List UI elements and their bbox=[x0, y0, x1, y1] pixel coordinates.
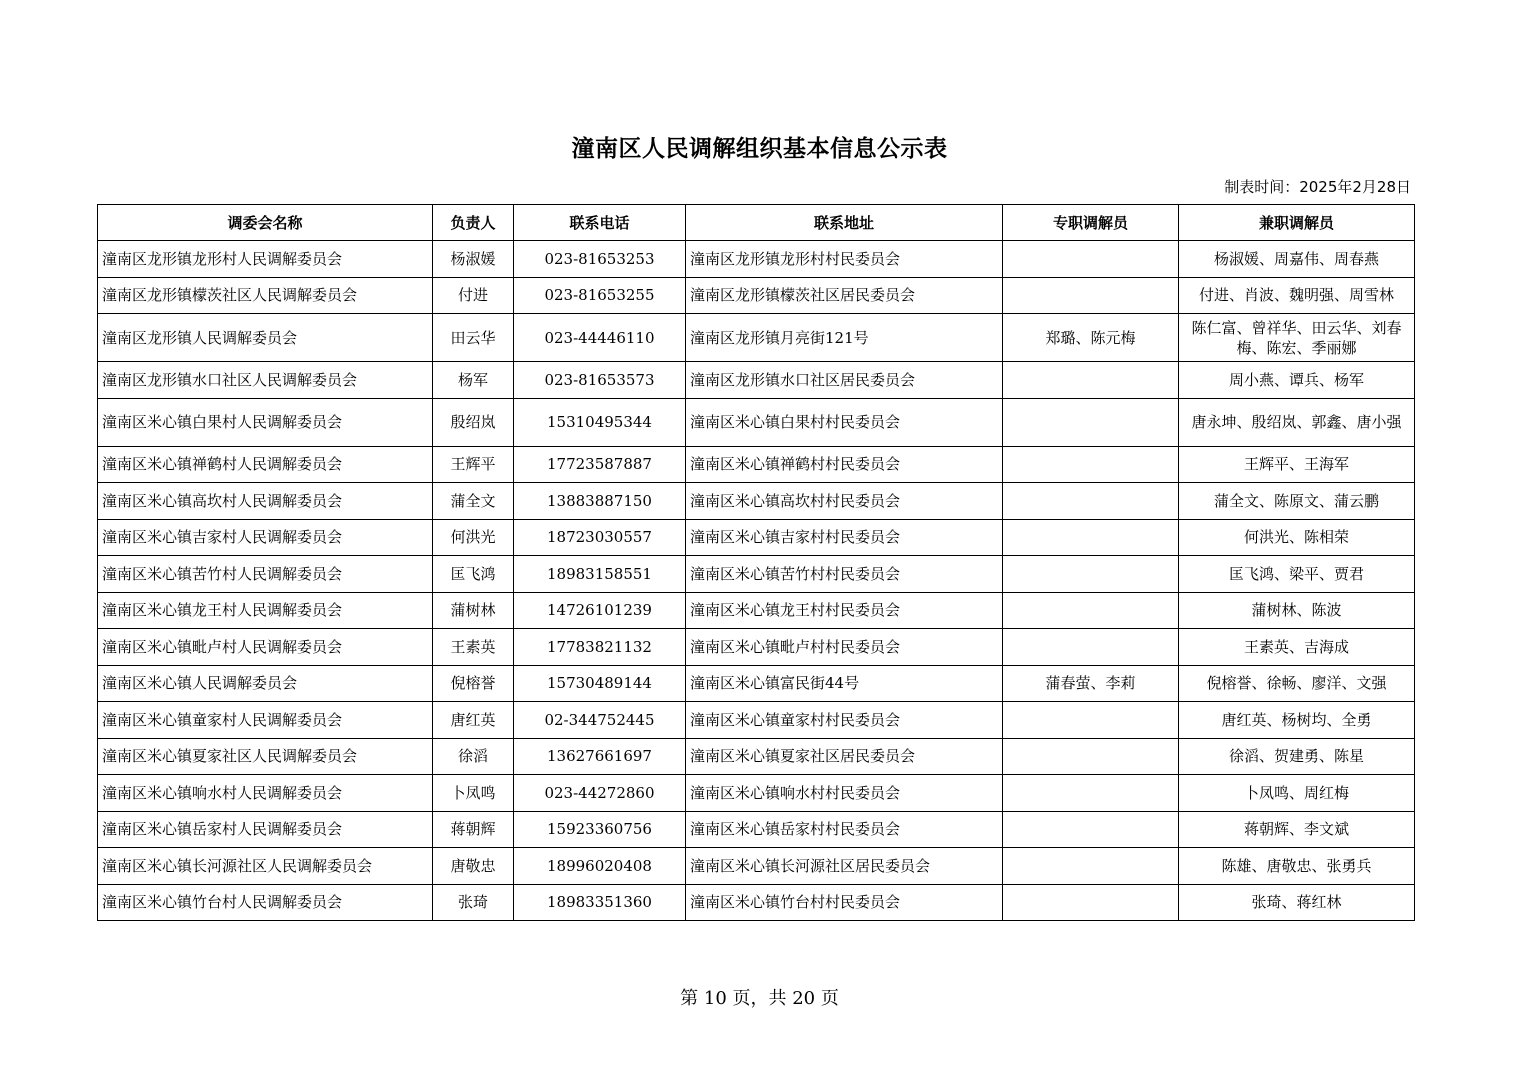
cell-leader: 殷绍岚 bbox=[433, 398, 514, 446]
cell-address: 潼南区米心镇白果村村民委员会 bbox=[686, 398, 1003, 446]
cell-leader: 杨军 bbox=[433, 362, 514, 399]
cell-phone: 15310495344 bbox=[514, 398, 686, 446]
cell-committee-name: 潼南区米心镇苦竹村人民调解委员会 bbox=[98, 556, 433, 593]
cell-address: 潼南区米心镇夏家社区居民委员会 bbox=[686, 738, 1003, 775]
cell-address: 潼南区米心镇富民街44号 bbox=[686, 665, 1003, 702]
cell-fulltime-mediators bbox=[1003, 362, 1179, 399]
cell-parttime-mediators: 蒲树林、陈波 bbox=[1179, 592, 1415, 629]
cell-committee-name: 潼南区米心镇响水村人民调解委员会 bbox=[98, 775, 433, 812]
cell-phone: 15923360756 bbox=[514, 811, 686, 848]
cell-fulltime-mediators bbox=[1003, 884, 1179, 921]
cell-parttime-mediators: 徐滔、贺建勇、陈星 bbox=[1179, 738, 1415, 775]
cell-phone: 15730489144 bbox=[514, 665, 686, 702]
table-row bbox=[98, 241, 1415, 278]
cell-phone: 18723030557 bbox=[514, 519, 686, 556]
cell-leader: 唐敬忠 bbox=[433, 848, 514, 885]
cell-fulltime-mediators bbox=[1003, 629, 1179, 666]
table-row bbox=[98, 277, 1415, 314]
cell-address: 潼南区龙形镇檬茨社区居民委员会 bbox=[686, 277, 1003, 314]
table-row bbox=[98, 775, 1415, 812]
cell-parttime-mediators: 卜凤鸣、周红梅 bbox=[1179, 775, 1415, 812]
cell-parttime-mediators: 何洪光、陈相荣 bbox=[1179, 519, 1415, 556]
cell-leader: 卜凤鸣 bbox=[433, 775, 514, 812]
cell-committee-name: 潼南区龙形镇人民调解委员会 bbox=[98, 314, 433, 362]
cell-committee-name: 潼南区米心镇吉家村人民调解委员会 bbox=[98, 519, 433, 556]
cell-parttime-mediators: 匡飞鸿、梁平、贾君 bbox=[1179, 556, 1415, 593]
cell-leader: 张琦 bbox=[433, 884, 514, 921]
cell-phone: 13627661697 bbox=[514, 738, 686, 775]
table-row bbox=[98, 362, 1415, 399]
cell-parttime-mediators: 蒋朝辉、李文斌 bbox=[1179, 811, 1415, 848]
cell-fulltime-mediators bbox=[1003, 811, 1179, 848]
cell-parttime-mediators: 周小燕、谭兵、杨军 bbox=[1179, 362, 1415, 399]
table-row bbox=[98, 884, 1415, 921]
column-header-address: 联系地址 bbox=[686, 205, 1003, 241]
table-row bbox=[98, 702, 1415, 739]
cell-committee-name: 潼南区米心镇人民调解委员会 bbox=[98, 665, 433, 702]
cell-committee-name: 潼南区米心镇毗卢村人民调解委员会 bbox=[98, 629, 433, 666]
table-row bbox=[98, 811, 1415, 848]
cell-phone: 18983158551 bbox=[514, 556, 686, 593]
table-body bbox=[98, 241, 1415, 921]
cell-committee-name: 潼南区米心镇龙王村人民调解委员会 bbox=[98, 592, 433, 629]
cell-fulltime-mediators bbox=[1003, 519, 1179, 556]
table-row bbox=[98, 848, 1415, 885]
column-header-name: 调委会名称 bbox=[98, 205, 433, 241]
cell-leader: 蒋朝辉 bbox=[433, 811, 514, 848]
cell-fulltime-mediators bbox=[1003, 702, 1179, 739]
cell-phone: 17783821132 bbox=[514, 629, 686, 666]
cell-committee-name: 潼南区米心镇长河源社区人民调解委员会 bbox=[98, 848, 433, 885]
cell-address: 潼南区米心镇吉家村村民委员会 bbox=[686, 519, 1003, 556]
cell-address: 潼南区龙形镇水口社区居民委员会 bbox=[686, 362, 1003, 399]
cell-committee-name: 潼南区米心镇禅鹤村人民调解委员会 bbox=[98, 446, 433, 483]
cell-address: 潼南区米心镇童家村村民委员会 bbox=[686, 702, 1003, 739]
cell-phone: 18983351360 bbox=[514, 884, 686, 921]
table-row bbox=[98, 314, 1415, 362]
cell-parttime-mediators: 陈仁富、曾祥华、田云华、刘春梅、陈宏、季丽娜 bbox=[1179, 314, 1415, 362]
column-header-parttime: 兼职调解员 bbox=[1179, 205, 1415, 241]
cell-phone: 023-81653573 bbox=[514, 362, 686, 399]
cell-address: 潼南区米心镇响水村村民委员会 bbox=[686, 775, 1003, 812]
cell-fulltime-mediators bbox=[1003, 277, 1179, 314]
cell-fulltime-mediators: 蒲春萤、李莉 bbox=[1003, 665, 1179, 702]
column-header-leader: 负责人 bbox=[433, 205, 514, 241]
table-row bbox=[98, 738, 1415, 775]
made-date: 制表时间：2025年2月28日 bbox=[1224, 178, 1411, 196]
cell-committee-name: 潼南区米心镇岳家村人民调解委员会 bbox=[98, 811, 433, 848]
column-header-fulltime: 专职调解员 bbox=[1003, 205, 1179, 241]
table-row bbox=[98, 556, 1415, 593]
cell-fulltime-mediators bbox=[1003, 592, 1179, 629]
cell-phone: 023-81653253 bbox=[514, 241, 686, 278]
cell-address: 潼南区米心镇龙王村村民委员会 bbox=[686, 592, 1003, 629]
cell-fulltime-mediators bbox=[1003, 775, 1179, 812]
cell-committee-name: 潼南区龙形镇龙形村人民调解委员会 bbox=[98, 241, 433, 278]
cell-phone: 14726101239 bbox=[514, 592, 686, 629]
cell-parttime-mediators: 杨淑媛、周嘉伟、周春燕 bbox=[1179, 241, 1415, 278]
cell-address: 潼南区米心镇长河源社区居民委员会 bbox=[686, 848, 1003, 885]
cell-fulltime-mediators bbox=[1003, 738, 1179, 775]
page-title: 潼南区人民调解组织基本信息公示表 bbox=[571, 135, 948, 162]
cell-leader: 杨淑媛 bbox=[433, 241, 514, 278]
cell-leader: 付进 bbox=[433, 277, 514, 314]
cell-fulltime-mediators bbox=[1003, 556, 1179, 593]
table-row bbox=[98, 629, 1415, 666]
cell-fulltime-mediators bbox=[1003, 241, 1179, 278]
cell-committee-name: 潼南区龙形镇水口社区人民调解委员会 bbox=[98, 362, 433, 399]
cell-parttime-mediators: 倪榕誉、徐畅、廖洋、文强 bbox=[1179, 665, 1415, 702]
cell-parttime-mediators: 唐红英、杨树均、全勇 bbox=[1179, 702, 1415, 739]
cell-fulltime-mediators bbox=[1003, 446, 1179, 483]
cell-address: 潼南区米心镇毗卢村村民委员会 bbox=[686, 629, 1003, 666]
column-header-phone: 联系电话 bbox=[514, 205, 686, 241]
cell-committee-name: 潼南区米心镇童家村人民调解委员会 bbox=[98, 702, 433, 739]
table-row bbox=[98, 398, 1415, 446]
cell-parttime-mediators: 张琦、蒋红林 bbox=[1179, 884, 1415, 921]
cell-phone: 18996020408 bbox=[514, 848, 686, 885]
cell-parttime-mediators: 王辉平、王海军 bbox=[1179, 446, 1415, 483]
cell-committee-name: 潼南区龙形镇檬茨社区人民调解委员会 bbox=[98, 277, 433, 314]
cell-phone: 023-44446110 bbox=[514, 314, 686, 362]
cell-phone: 023-81653255 bbox=[514, 277, 686, 314]
cell-address: 潼南区米心镇竹台村村民委员会 bbox=[686, 884, 1003, 921]
info-table bbox=[97, 204, 1415, 921]
cell-address: 潼南区龙形镇月亮街121号 bbox=[686, 314, 1003, 362]
cell-leader: 王素英 bbox=[433, 629, 514, 666]
cell-committee-name: 潼南区米心镇高坎村人民调解委员会 bbox=[98, 483, 433, 520]
cell-committee-name: 潼南区米心镇夏家社区人民调解委员会 bbox=[98, 738, 433, 775]
cell-phone: 17723587887 bbox=[514, 446, 686, 483]
cell-fulltime-mediators bbox=[1003, 398, 1179, 446]
cell-phone: 13883887150 bbox=[514, 483, 686, 520]
cell-leader: 王辉平 bbox=[433, 446, 514, 483]
cell-address: 潼南区米心镇高坎村村民委员会 bbox=[686, 483, 1003, 520]
cell-address: 潼南区米心镇禅鹤村村民委员会 bbox=[686, 446, 1003, 483]
cell-leader: 蒲树林 bbox=[433, 592, 514, 629]
cell-leader: 匡飞鸿 bbox=[433, 556, 514, 593]
table-row bbox=[98, 665, 1415, 702]
cell-committee-name: 潼南区米心镇白果村人民调解委员会 bbox=[98, 398, 433, 446]
table-row bbox=[98, 519, 1415, 556]
cell-leader: 唐红英 bbox=[433, 702, 514, 739]
cell-leader: 蒲全文 bbox=[433, 483, 514, 520]
cell-phone: 023-44272860 bbox=[514, 775, 686, 812]
cell-parttime-mediators: 陈雄、唐敬忠、张勇兵 bbox=[1179, 848, 1415, 885]
table-row bbox=[98, 446, 1415, 483]
cell-address: 潼南区米心镇苦竹村村民委员会 bbox=[686, 556, 1003, 593]
cell-parttime-mediators: 蒲全文、陈原文、蒲云鹏 bbox=[1179, 483, 1415, 520]
cell-committee-name: 潼南区米心镇竹台村人民调解委员会 bbox=[98, 884, 433, 921]
cell-leader: 徐滔 bbox=[433, 738, 514, 775]
table-row bbox=[98, 483, 1415, 520]
cell-leader: 田云华 bbox=[433, 314, 514, 362]
table-header-row bbox=[98, 205, 1415, 241]
cell-parttime-mediators: 付进、肖波、魏明强、周雪林 bbox=[1179, 277, 1415, 314]
cell-address: 潼南区龙形镇龙形村村民委员会 bbox=[686, 241, 1003, 278]
cell-address: 潼南区米心镇岳家村村民委员会 bbox=[686, 811, 1003, 848]
cell-parttime-mediators: 唐永坤、殷绍岚、郭鑫、唐小强 bbox=[1179, 398, 1415, 446]
cell-leader: 何洪光 bbox=[433, 519, 514, 556]
cell-phone: 02-344752445 bbox=[514, 702, 686, 739]
cell-parttime-mediators: 王素英、吉海成 bbox=[1179, 629, 1415, 666]
page-footer: 第 10 页，共 20 页 bbox=[680, 988, 839, 1009]
cell-fulltime-mediators bbox=[1003, 848, 1179, 885]
cell-fulltime-mediators bbox=[1003, 483, 1179, 520]
cell-leader: 倪榕誉 bbox=[433, 665, 514, 702]
cell-fulltime-mediators: 郑璐、陈元梅 bbox=[1003, 314, 1179, 362]
table-row bbox=[98, 592, 1415, 629]
